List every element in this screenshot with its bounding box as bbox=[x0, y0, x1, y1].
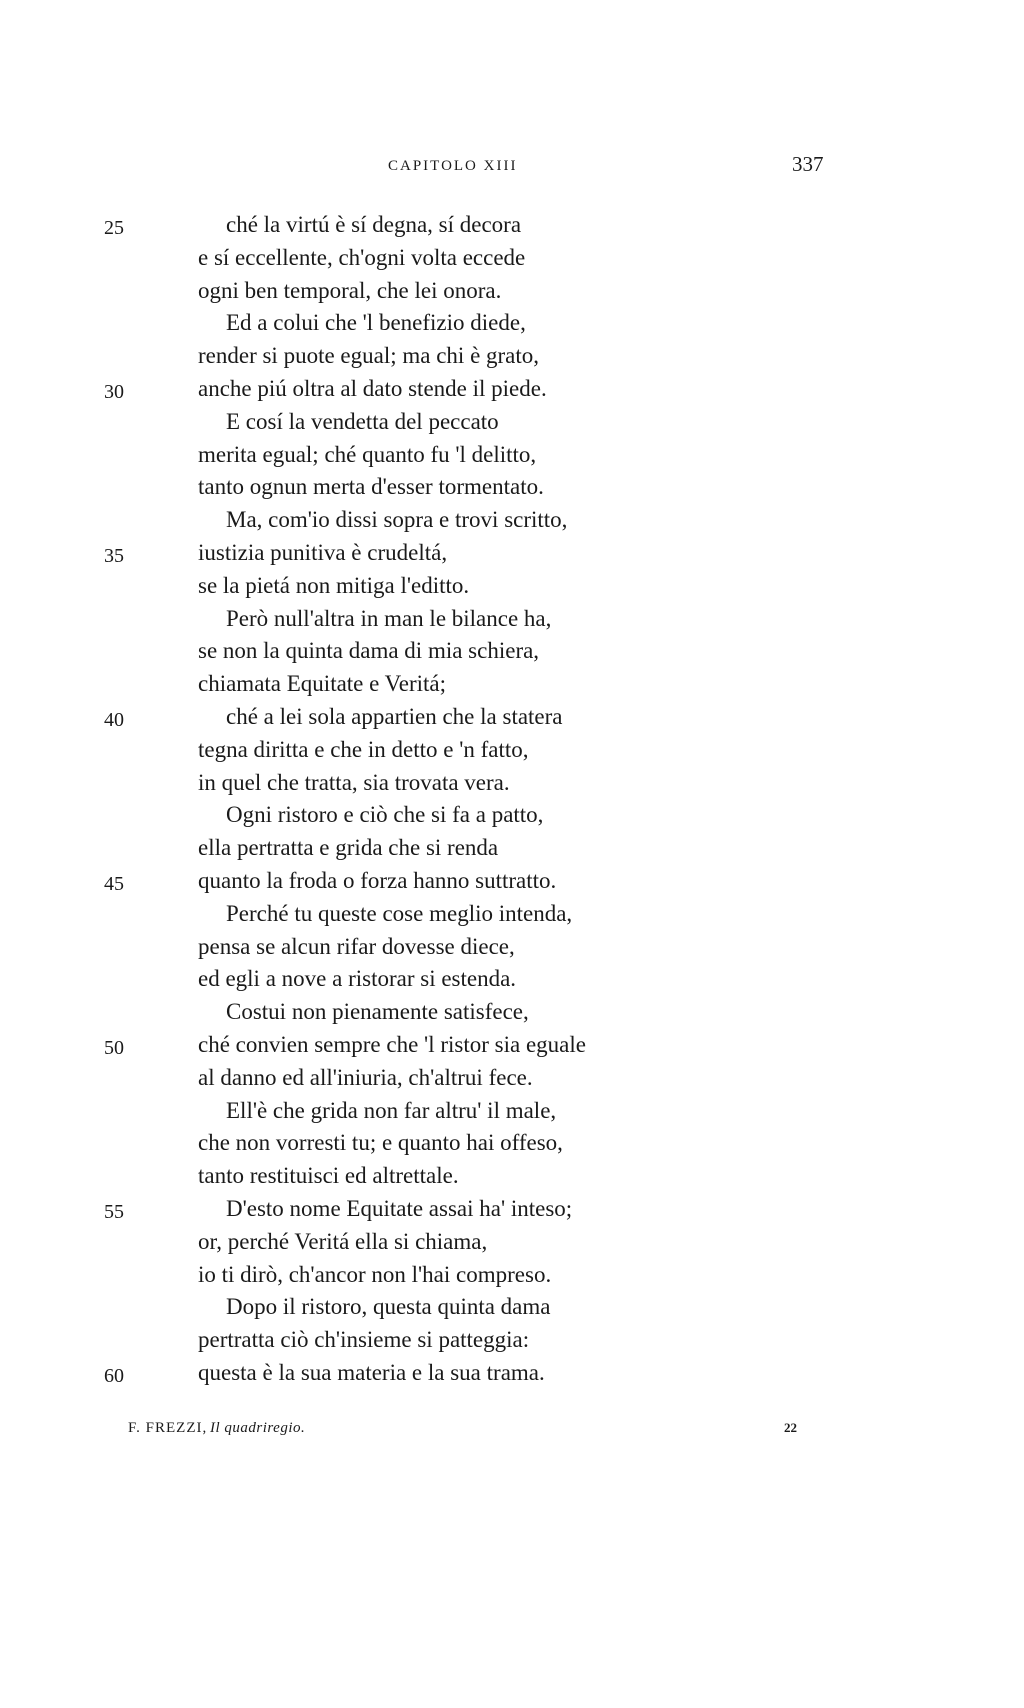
page-footer bbox=[0, 1420, 1024, 1444]
verse-text: Ma, com'io dissi sopra e trovi scritto, bbox=[226, 507, 568, 533]
verse-text: ché a lei sola appartien che la statera bbox=[226, 703, 563, 729]
verse-line bbox=[0, 865, 1024, 898]
signature-mark: 22 bbox=[784, 1420, 797, 1435]
verse-text: E cosí la vendetta del peccato bbox=[226, 408, 499, 434]
verse-line bbox=[0, 373, 1024, 406]
verse-line bbox=[0, 832, 1024, 865]
chapter-title: CAPITOLO XIII bbox=[388, 158, 518, 174]
verse-text: io ti dirò, ch'ancor non l'hai compreso. bbox=[198, 1261, 552, 1287]
verse-text: render si puote egual; ma chi è grato, bbox=[198, 343, 540, 369]
verse-line bbox=[0, 799, 1024, 832]
line-number: 35 bbox=[104, 544, 124, 567]
verse-text: pertratta ciò ch'insieme si patteggia: bbox=[198, 1327, 530, 1353]
verse-text: or, perché Veritá ella si chiama, bbox=[198, 1228, 488, 1254]
verse-line bbox=[0, 701, 1024, 734]
verse-line bbox=[0, 275, 1024, 308]
verse-line bbox=[0, 1029, 1024, 1062]
verse-text: ella pertratta e grida che si renda bbox=[198, 835, 499, 861]
line-number: 55 bbox=[104, 1200, 124, 1223]
verse-line bbox=[0, 963, 1024, 996]
verse-text: tanto ognun merta d'esser tormentato. bbox=[198, 474, 544, 500]
verse-line bbox=[0, 1357, 1024, 1390]
verse-text: pensa se alcun rifar dovesse diece, bbox=[198, 933, 515, 959]
verse-line bbox=[0, 504, 1024, 537]
page-number: 337 bbox=[792, 152, 824, 176]
verse-line bbox=[0, 1291, 1024, 1324]
verse-line bbox=[0, 668, 1024, 701]
verse-line bbox=[0, 439, 1024, 472]
verse-line bbox=[0, 1127, 1024, 1160]
line-number: 25 bbox=[104, 217, 124, 239]
verse-line bbox=[0, 471, 1024, 504]
verse-line bbox=[0, 767, 1024, 800]
verse-text: che non vorresti tu; e quanto hai offeso, bbox=[198, 1130, 563, 1156]
verse-text: iustizia punitiva è crudeltá, bbox=[198, 539, 448, 565]
verse-text: tanto restituisci ed altrettale. bbox=[198, 1163, 459, 1189]
verse-text: ché la virtú è sí degna, sí decora bbox=[226, 212, 522, 237]
line-number: 40 bbox=[104, 708, 124, 731]
verse-text: se la pietá non mitiga l'editto. bbox=[198, 572, 470, 598]
verse-line bbox=[0, 996, 1024, 1029]
verse-text: Ed a colui che 'l benefizio diede, bbox=[226, 310, 526, 336]
footer-author: F. FREZZI bbox=[128, 1420, 203, 1436]
verse-line bbox=[0, 635, 1024, 668]
poem-text bbox=[0, 209, 1024, 1390]
running-head bbox=[0, 152, 1024, 182]
verse-line bbox=[0, 898, 1024, 931]
verse-text: anche piú oltra al dato stende il piede. bbox=[198, 375, 547, 401]
verse-text: al danno ed all'iniuria, ch'altrui fece. bbox=[198, 1064, 533, 1090]
line-number: 30 bbox=[104, 380, 124, 403]
verse-line bbox=[0, 570, 1024, 603]
verse-line bbox=[0, 242, 1024, 275]
verse-text: questa è la sua materia e la sua trama. bbox=[198, 1359, 545, 1385]
verse-text: ché convien sempre che 'l ristor sia eguale bbox=[198, 1031, 586, 1057]
verse-text: D'esto nome Equitate assai ha' inteso; bbox=[226, 1195, 573, 1221]
verse-text: e sí eccellente, ch'ogni volta eccede bbox=[198, 244, 526, 270]
verse-line bbox=[0, 734, 1024, 767]
verse-line bbox=[0, 603, 1024, 636]
verse-line bbox=[0, 1062, 1024, 1095]
verse-text: Però null'altra in man le bilance ha, bbox=[226, 605, 552, 631]
verse-text: chiamata Equitate e Veritá; bbox=[198, 671, 446, 697]
verse-text: Perché tu queste cose meglio intenda, bbox=[226, 900, 573, 926]
verse-line bbox=[0, 931, 1024, 964]
verse-text: se non la quinta dama di mia schiera, bbox=[198, 638, 540, 664]
verse-text: ed egli a nove a ristorar si estenda. bbox=[198, 966, 517, 992]
verse-line bbox=[0, 307, 1024, 340]
verse-line bbox=[0, 1259, 1024, 1292]
verse-line bbox=[0, 1160, 1024, 1193]
line-number: 60 bbox=[104, 1364, 124, 1387]
verse-line bbox=[0, 1095, 1024, 1128]
verse-text: ogni ben temporal, che lei onora. bbox=[198, 277, 502, 303]
verse-line bbox=[0, 406, 1024, 439]
verse-line bbox=[0, 1193, 1024, 1226]
footer-citation bbox=[128, 1420, 305, 1437]
verse-line bbox=[0, 340, 1024, 373]
verse-text: tegna diritta e che in detto e 'n fatto, bbox=[198, 736, 529, 762]
verse-text: quanto la froda o forza hanno suttratto. bbox=[198, 867, 557, 893]
verse-text: Ogni ristoro e ciò che si fa a patto, bbox=[226, 802, 544, 828]
verse-text: Ell'è che grida non far altru' il male, bbox=[226, 1097, 557, 1123]
verse-text: merita egual; ché quanto fu 'l delitto, bbox=[198, 441, 537, 467]
verse-line bbox=[0, 209, 1024, 242]
line-number: 45 bbox=[104, 872, 124, 895]
verse-line bbox=[0, 537, 1024, 570]
verse-text: in quel che tratta, sia trovata vera. bbox=[198, 769, 510, 795]
verse-line bbox=[0, 1226, 1024, 1259]
verse-text: Costui non pienamente satisfece, bbox=[226, 999, 529, 1025]
footer-book-title: Il quadriregio. bbox=[209, 1420, 306, 1436]
footer-separator: , bbox=[202, 1420, 210, 1436]
line-number: 50 bbox=[104, 1036, 124, 1059]
verse-line bbox=[0, 1324, 1024, 1357]
verse-text: Dopo il ristoro, questa quinta dama bbox=[226, 1294, 551, 1320]
